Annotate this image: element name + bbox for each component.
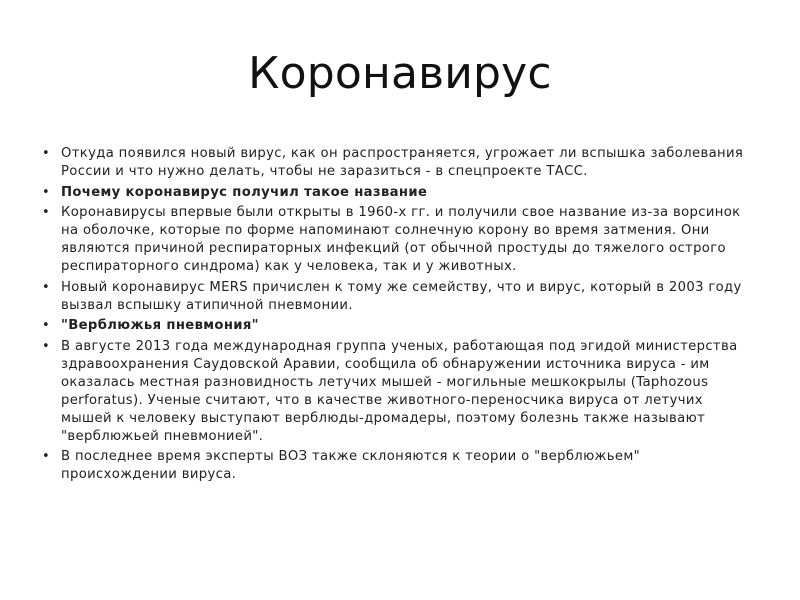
bullet-text: В августе 2013 года международная группа ученых, работающая под эгидой министерства здравоохранения Саудовской Аравии, сообщила об обнаружении источника вируса - им оказалась местная разновидность летучих мышей - могильные мешкокрылы (Taphozous perforatus). Ученые считают, что в качестве животного-переносчика вируса от летучих мышей к человеку выступают верблюды-дромадеры, поэтому болезнь также называют "верблюжьей пневмонией". (61, 338, 738, 444)
bullet-text: Почему коронавирус получил такое название (61, 184, 428, 200)
bullet-text: Новый коронавирус MERS причислен к тому же семейству, что и вирус, который в 2003 году вызвал вспышку атипичной пневмонии. (61, 279, 742, 313)
bullet-item (42, 338, 758, 446)
bullet-text: Коронавирусы впервые были открыты в 1960-х гг. и получили свое название из-за ворсинок на оболочке, которые по форме напоминают солнечную корону во время затмения. Они являются причиной респираторных инфекций (от обычной простуды до тяжелого острого респираторного синдрома) как у человека, так и у животных. (61, 205, 741, 274)
slide-title: Коронавирус (248, 48, 552, 99)
bullet-dot-icon: • (42, 184, 51, 200)
bullet-dot-icon: • (42, 205, 51, 220)
bullet-dot-icon: • (42, 449, 51, 464)
bullet-dot-icon: • (42, 146, 51, 161)
bullet-item (42, 279, 758, 315)
bullet-item-heading (42, 184, 758, 202)
bullet-item (42, 204, 758, 276)
bullet-dot-icon: • (42, 279, 51, 295)
bullet-item-heading (42, 317, 758, 335)
bullet-text: В последнее время эксперты ВОЗ также склоняются к теории о "верблюжьем" происхождении вируса. (61, 449, 641, 482)
bullet-text: "Верблюжья пневмония" (61, 318, 259, 333)
bullet-list (42, 145, 758, 487)
bullet-item (42, 448, 758, 484)
bullet-dot-icon: • (42, 318, 51, 333)
bullet-dot-icon: • (42, 338, 51, 354)
bullet-item (42, 145, 758, 181)
bullet-text: Откуда появился новый вирус, как он распространяется, угрожает ли вспышка заболевания России и что нужно делать, чтобы не заразиться - в спецпроекте ТАСС. (61, 146, 744, 179)
